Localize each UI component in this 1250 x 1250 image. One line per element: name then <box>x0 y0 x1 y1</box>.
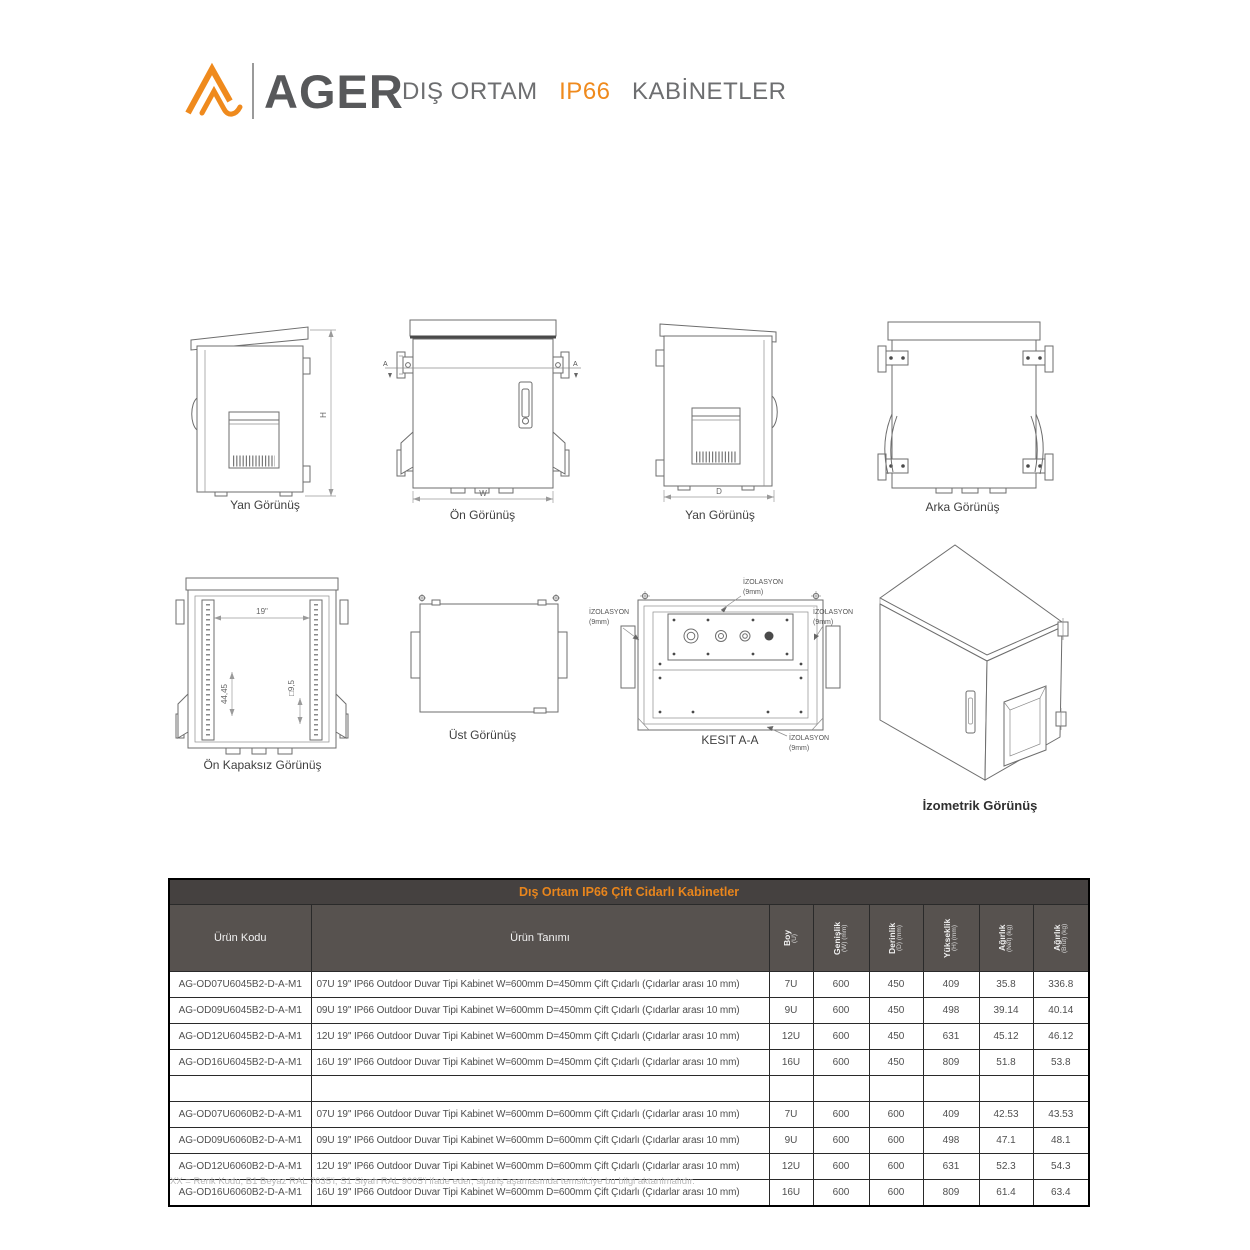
value-genislik: 600 <box>813 1180 869 1207</box>
page-title-accent: IP66 <box>559 78 611 105</box>
insulation-label-bottom: İZOLASYON <box>789 735 830 742</box>
brand-name: AGER <box>264 64 404 118</box>
drawing-isometric-view <box>866 536 1091 801</box>
col-header-genislik: Genişlik (W) (mm) <box>813 905 869 972</box>
section-letter-right: A <box>573 361 578 368</box>
value-net: 47.1 <box>979 1128 1033 1154</box>
product-code: AG-OD16U6060B2-D-A-M1 <box>169 1180 311 1207</box>
value-yukseklik: 631 <box>923 1154 979 1180</box>
product-description: 16U 19'' IP66 Outdoor Duvar Tipi Kabinet W=600mm D=600mm Çift Çıdarlı (Çıdarlar arası 10 mm) <box>311 1180 769 1207</box>
value-yukseklik: 809 <box>923 1050 979 1076</box>
product-description: 07U 19'' IP66 Outdoor Duvar Tipi Kabinet W=600mm D=600mm Çift Çıdarlı (Çıdarlar arası 10 mm) <box>311 1102 769 1128</box>
value-boy: 7U <box>769 972 813 998</box>
table-title: Dış Ortam IP66 Çift Cidarlı Kabinetler <box>169 879 1089 905</box>
spec-table <box>168 878 1090 1207</box>
value-brut: 46.12 <box>1033 1024 1089 1050</box>
table-row <box>169 1102 1089 1128</box>
value-boy: 12U <box>769 1154 813 1180</box>
value-brut: 336.8 <box>1033 972 1089 998</box>
product-code: AG-OD09U6045B2-D-A-M1 <box>169 998 311 1024</box>
drawing-back-view <box>878 320 1053 505</box>
page-header <box>180 58 404 124</box>
value-boy: 9U <box>769 998 813 1024</box>
value-boy: 9U <box>769 1128 813 1154</box>
value-genislik: 600 <box>813 1024 869 1050</box>
value-yukseklik: 631 <box>923 1024 979 1050</box>
label-open-front-view: Ön Kapaksız Görünüş <box>203 758 322 772</box>
insulation-label-top: İZOLASYON <box>743 579 784 586</box>
value-yukseklik: 809 <box>923 1180 979 1207</box>
table-separator-row <box>169 1076 1089 1102</box>
value-genislik: 600 <box>813 1102 869 1128</box>
page-title-part2: KABİNETLER <box>632 78 787 105</box>
dim-hole-size: □9,5 <box>287 680 296 696</box>
col-header-description: Ürün Tanımı <box>311 905 769 972</box>
value-boy: 7U <box>769 1102 813 1128</box>
product-description: 09U 19'' IP66 Outdoor Duvar Tipi Kabinet W=600mm D=450mm Çift Çıdarlı (Çıdarlar arası 10 mm) <box>311 998 769 1024</box>
col-header-derinlik: Derinlik (D) (mm) <box>869 905 923 972</box>
product-code: AG-OD16U6045B2-D-A-M1 <box>169 1050 311 1076</box>
value-brut: 53.8 <box>1033 1050 1089 1076</box>
dim-depth-label: D <box>716 487 722 496</box>
col-header-boy: Boy (U) <box>769 905 813 972</box>
col-header-agirlik-brut: Ağırlık (Brüt) (kg) <box>1033 905 1089 972</box>
drawing-side-view-d <box>652 316 787 506</box>
table-row <box>169 972 1089 998</box>
value-net: 61.4 <box>979 1180 1033 1207</box>
value-boy: 16U <box>769 1050 813 1076</box>
table-row <box>169 998 1089 1024</box>
label-section-view: KESIT A-A <box>701 733 759 747</box>
insulation-label-left: İZOLASYON <box>589 609 630 616</box>
value-genislik: 600 <box>813 1154 869 1180</box>
label-isometric-view: İzometrik Görünüş <box>922 798 1038 813</box>
dim-width-label: W <box>479 489 487 498</box>
table-row <box>169 1024 1089 1050</box>
insulation-value-top: (9mm) <box>743 589 764 596</box>
table-header-row <box>169 905 1089 972</box>
value-derinlik: 600 <box>869 1128 923 1154</box>
label-side-view-1: Yan Görünüş <box>230 498 300 512</box>
value-genislik: 600 <box>813 1128 869 1154</box>
label-front-view: Ön Görünüş <box>449 508 516 522</box>
dim-u-pitch: 44,45 <box>220 683 229 705</box>
value-brut: 43.53 <box>1033 1102 1089 1128</box>
dim-rack-width: 19" <box>256 607 268 616</box>
table-row <box>169 1128 1089 1154</box>
value-net: 51.8 <box>979 1050 1033 1076</box>
drawing-front-view <box>383 316 583 506</box>
table-row <box>169 1050 1089 1076</box>
drawing-side-view-h <box>185 320 340 500</box>
value-yukseklik: 409 <box>923 1102 979 1128</box>
dim-height-label: H <box>319 412 328 418</box>
drawing-open-front-view <box>170 576 355 756</box>
value-genislik: 600 <box>813 998 869 1024</box>
drawing-top-view <box>398 590 573 725</box>
insulation-value-right: (9mm) <box>813 619 834 626</box>
label-back-view: Arka Görünüş <box>925 500 1000 514</box>
product-description: 12U 19'' IP66 Outdoor Duvar Tipi Kabinet W=600mm D=600mm Çift Çıdarlı (Çıdarlar arası 10 mm) <box>311 1154 769 1180</box>
value-derinlik: 450 <box>869 972 923 998</box>
ager-logo-icon <box>180 61 248 121</box>
product-description: 12U 19'' IP66 Outdoor Duvar Tipi Kabinet W=600mm D=450mm Çift Çıdarlı (Çıdarlar arası 10 mm) <box>311 1024 769 1050</box>
page-title-part1: DIŞ ORTAM <box>402 78 538 105</box>
page-title <box>402 78 786 106</box>
value-boy: 12U <box>769 1024 813 1050</box>
product-description: 16U 19'' IP66 Outdoor Duvar Tipi Kabinet W=600mm D=450mm Çift Çıdarlı (Çıdarlar arası 10 mm) <box>311 1050 769 1076</box>
value-net: 39.14 <box>979 998 1033 1024</box>
col-header-code: Ürün Kodu <box>169 905 311 972</box>
value-brut: 54.3 <box>1033 1154 1089 1180</box>
value-yukseklik: 498 <box>923 1128 979 1154</box>
product-code: AG-OD07U6045B2-D-A-M1 <box>169 972 311 998</box>
value-net: 42.53 <box>979 1102 1033 1128</box>
col-header-agirlik-net: Ağırlık (Net) (kg) <box>979 905 1033 972</box>
product-code: AG-OD12U6060B2-D-A-M1 <box>169 1154 311 1180</box>
value-derinlik: 600 <box>869 1102 923 1128</box>
value-brut: 40.14 <box>1033 998 1089 1024</box>
value-yukseklik: 498 <box>923 998 979 1024</box>
value-net: 45.12 <box>979 1024 1033 1050</box>
drawing-section-view <box>583 568 873 768</box>
insulation-label-right: İZOLASYON <box>813 609 854 616</box>
product-code: AG-OD07U6060B2-D-A-M1 <box>169 1102 311 1128</box>
col-header-yukseklik: Yükseklik (H) (mm) <box>923 905 979 972</box>
value-boy: 16U <box>769 1180 813 1207</box>
label-side-view-2: Yan Görünüş <box>685 508 755 522</box>
label-top-view: Üst Görünüş <box>448 728 517 742</box>
product-code: AG-OD09U6060B2-D-A-M1 <box>169 1128 311 1154</box>
insulation-value-bottom: (9mm) <box>789 745 810 752</box>
value-derinlik: 450 <box>869 1024 923 1050</box>
value-yukseklik: 409 <box>923 972 979 998</box>
value-genislik: 600 <box>813 972 869 998</box>
table-title-row <box>169 879 1089 905</box>
value-brut: 63.4 <box>1033 1180 1089 1207</box>
value-derinlik: 600 <box>869 1154 923 1180</box>
color-code-footnote: XX = Renk Kodu, B1 Beyaz RAL 7035'i, S1 Siyah RAL 9005'i ifade eder, sipariş aşamasında temsilciye bu bilgi aktarılmalıdır. <box>170 1176 695 1187</box>
value-brut: 48.1 <box>1033 1128 1089 1154</box>
product-description: 09U 19'' IP66 Outdoor Duvar Tipi Kabinet W=600mm D=600mm Çift Çıdarlı (Çıdarlar arası 10 mm) <box>311 1128 769 1154</box>
value-net: 35.8 <box>979 972 1033 998</box>
value-net: 52.3 <box>979 1154 1033 1180</box>
value-derinlik: 450 <box>869 998 923 1024</box>
logo-divider <box>252 63 254 119</box>
value-derinlik: 450 <box>869 1050 923 1076</box>
value-genislik: 600 <box>813 1050 869 1076</box>
product-code: AG-OD12U6045B2-D-A-M1 <box>169 1024 311 1050</box>
product-description: 07U 19'' IP66 Outdoor Duvar Tipi Kabinet W=600mm D=450mm Çift Çıdarlı (Çıdarlar arası 10 mm) <box>311 972 769 998</box>
section-letter-left: A <box>383 361 388 368</box>
insulation-value-left: (9mm) <box>589 619 610 626</box>
value-derinlik: 600 <box>869 1180 923 1207</box>
